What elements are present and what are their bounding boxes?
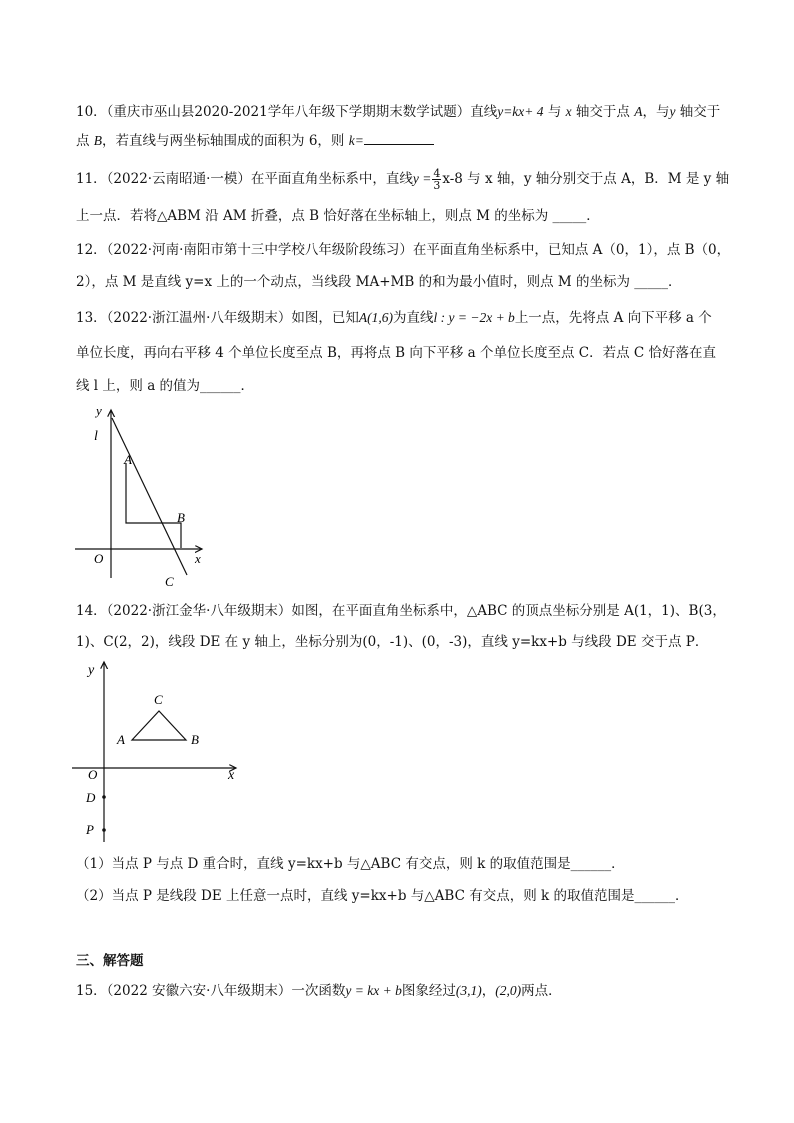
q14-sub2: （2）当点 P 是线段 DE 上任意一点时，直线 y=kx+b 与△ABC 有交点，则 k 的取值范围是______． (76, 888, 689, 904)
q14-line2: 1)、C(2，2)，线段 DE 在 y 轴上，坐标分别为(0，-1)、(0，-3)，直线 y=kx+b 与线段 DE 交于点 P． (76, 634, 709, 650)
q13-figure (70, 400, 220, 590)
label-O: O (94, 551, 104, 566)
q10-equation: y=kx+ 4 (497, 104, 544, 119)
q13-line3: 线 l 上，则 a 的值为______． (76, 378, 255, 394)
label-B: B (177, 510, 185, 525)
q14-figure (70, 656, 250, 846)
triangle-ABC (132, 711, 186, 740)
q12-line1: 12．（2022·河南·南阳市第十三中学校八年级阶段练习）在平面直角坐标系中，已知点 A（0，1），点 B（0， (76, 242, 731, 258)
label-P: P (86, 822, 94, 837)
q13-line2: 单位长度，再向右平移 4 个单位长度至点 B，再将点 B 向下平移 a 个单位长度至点 C．若点 C 恰好落在直 (76, 345, 717, 361)
point-P (102, 828, 106, 832)
label-B: B (191, 732, 199, 747)
q14-line1: 14．（2022·浙江金华·八年级期末）如图，在平面直角坐标系中，△ABC 的顶点坐标分别是 A(1，1)、B(3， (76, 603, 726, 619)
label-l: l (94, 429, 98, 444)
line-l (112, 418, 187, 575)
q10-line2: 点 B，若直线与两坐标轴围成的面积为 6，则 k= (76, 132, 434, 150)
label-y: y (96, 403, 102, 418)
label-C: C (154, 692, 163, 707)
q11-line2: 上一点．若将△ABM 沿 AM 折叠，点 B 恰好落在坐标轴上，则点 M 的坐标为 _____． (76, 208, 600, 224)
label-x: x (195, 551, 201, 566)
point-D (102, 795, 106, 799)
label-O: O (88, 767, 98, 782)
label-A: A (117, 732, 125, 747)
q11-line1: 11．（2022·云南昭通·一模）在平面直角坐标系中，直线y = $\frac{4}{3}$ x-8 与 x 轴，y 轴分别交于点 A，B．M 是 y 轴 (76, 167, 730, 192)
label-C: C (165, 574, 174, 589)
label-A: A (124, 452, 132, 467)
fraction: $\frac{4}{3}$ (433, 167, 441, 192)
q13-line1: 13．（2022·浙江温州·八年级期末）如图，已知A(1,6)为直线l : y = −2x + b上一点，先将点 A 向下平移 a 个 (76, 310, 712, 326)
label-D: D (86, 790, 96, 805)
section-heading: 三、解答题 (76, 953, 144, 969)
q10-line1: 10．（重庆市巫山县2020-2021学年八年级下学期期末数学试题）直线y=kx+ 4 与 x 轴交于点 A，与y 轴交于 (76, 104, 721, 120)
label-x: x (228, 768, 235, 783)
label-y: y (88, 663, 95, 678)
answer-blank (364, 132, 434, 145)
q15-line1: 15．（2022 安徽六安·八年级期末）一次函数y = kx + b图象经过(3,1)，(2,0)两点． (76, 983, 562, 999)
q12-line2: 2），点 M 是直线 y=x 上的一个动点，当线段 MA+MB 的和为最小值时，则点 M 的坐标为 _____． (76, 274, 682, 290)
q14-sub1: （1）当点 P 与点 D 重合时，直线 y=kx+b 与△ABC 有交点，则 k 的取值范围是______． (76, 856, 625, 872)
